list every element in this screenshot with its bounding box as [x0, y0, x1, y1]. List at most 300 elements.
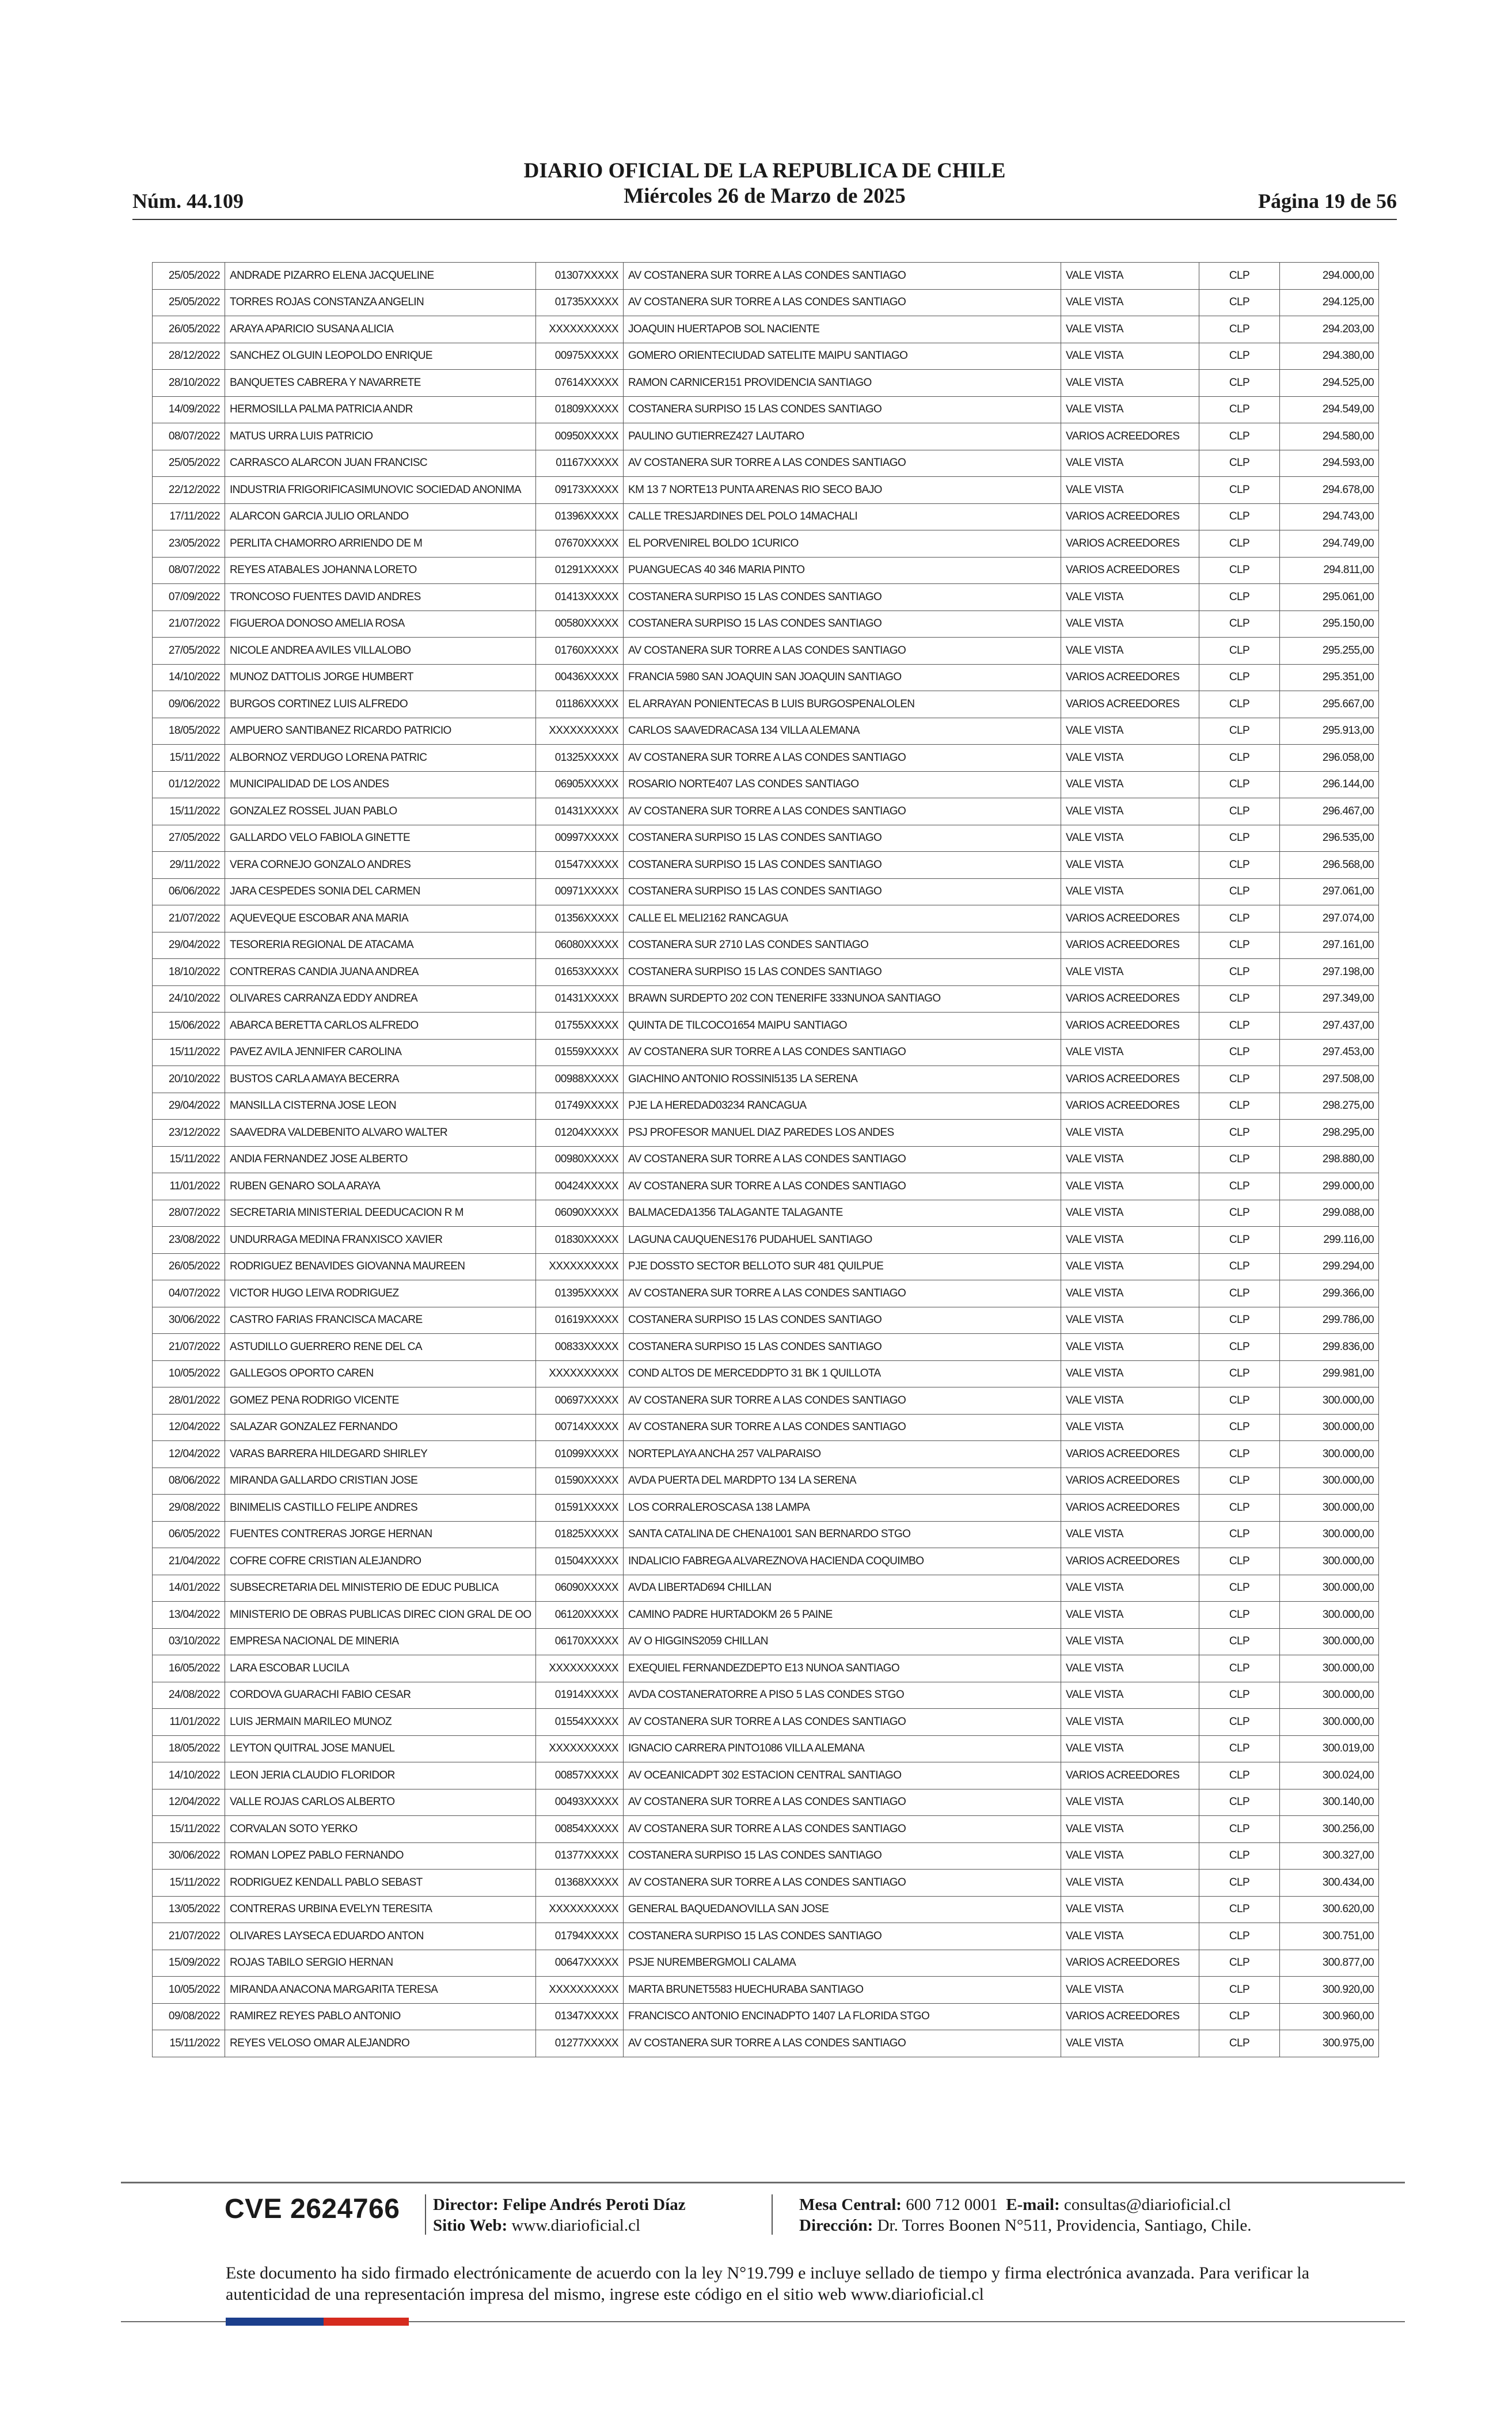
- row-document-type: VALE VISTA: [1061, 343, 1199, 370]
- row-document-type: VALE VISTA: [1061, 1334, 1199, 1361]
- row-date: 15/11/2022: [153, 1039, 225, 1066]
- row-address: AV COSTANERA SUR TORRE A LAS CONDES SANTIAGO: [624, 2030, 1061, 2057]
- row-rut: XXXXXXXXXX: [536, 1360, 624, 1387]
- row-document-type: VALE VISTA: [1061, 1896, 1199, 1923]
- row-amount: 296.058,00: [1280, 745, 1379, 772]
- row-date: 15/09/2022: [153, 1950, 225, 1977]
- row-currency: CLP: [1199, 1280, 1280, 1307]
- row-document-type: VALE VISTA: [1061, 1923, 1199, 1950]
- row-document-type: VALE VISTA: [1061, 584, 1199, 611]
- row-currency: CLP: [1199, 664, 1280, 691]
- row-address: KM 13 7 NORTE13 PUNTA ARENAS RIO SECO BAJO: [624, 477, 1061, 504]
- row-amount: 300.000,00: [1280, 1414, 1379, 1441]
- row-name: LARA ESCOBAR LUCILA: [225, 1655, 536, 1682]
- row-amount: 294.580,00: [1280, 423, 1379, 450]
- table-row: [153, 1120, 1379, 1147]
- table-row: [153, 1735, 1379, 1762]
- table-row: [153, 316, 1379, 343]
- row-amount: 299.116,00: [1280, 1227, 1379, 1254]
- row-address: CALLE EL MELI2162 RANCAGUA: [624, 905, 1061, 932]
- row-document-type: VARIOS ACREEDORES: [1061, 1950, 1199, 1977]
- table-row: [153, 1039, 1379, 1066]
- table-row: [153, 1655, 1379, 1682]
- row-rut: 01554XXXXX: [536, 1709, 624, 1736]
- row-name: REYES ATABALES JOHANNA LORETO: [225, 557, 536, 584]
- row-document-type: VARIOS ACREEDORES: [1061, 1495, 1199, 1522]
- row-date: 23/08/2022: [153, 1227, 225, 1254]
- row-date: 23/05/2022: [153, 530, 225, 558]
- flag-stripe-blue: [226, 2318, 324, 2326]
- row-date: 29/08/2022: [153, 1495, 225, 1522]
- row-rut: 01830XXXXX: [536, 1227, 624, 1254]
- row-currency: CLP: [1199, 798, 1280, 825]
- row-address: MARTA BRUNET5583 HUECHURABA SANTIAGO: [624, 1977, 1061, 2004]
- row-name: BINIMELIS CASTILLO FELIPE ANDRES: [225, 1495, 536, 1522]
- row-rut: 01590XXXXX: [536, 1468, 624, 1495]
- row-amount: 300.024,00: [1280, 1762, 1379, 1789]
- row-date: 18/05/2022: [153, 1735, 225, 1762]
- row-document-type: VARIOS ACREEDORES: [1061, 530, 1199, 558]
- row-rut: XXXXXXXXXX: [536, 1896, 624, 1923]
- row-address: EXEQUIEL FERNANDEZDEPTO E13 NUNOA SANTIAGO: [624, 1655, 1061, 1682]
- row-address: AV COSTANERA SUR TORRE A LAS CONDES SANTIAGO: [624, 450, 1061, 477]
- row-name: MIRANDA GALLARDO CRISTIAN JOSE: [225, 1468, 536, 1495]
- row-document-type: VALE VISTA: [1061, 1120, 1199, 1147]
- row-amount: 294.593,00: [1280, 450, 1379, 477]
- row-address: EL PORVENIREL BOLDO 1CURICO: [624, 530, 1061, 558]
- row-rut: XXXXXXXXXX: [536, 316, 624, 343]
- row-currency: CLP: [1199, 878, 1280, 905]
- table-row: [153, 1816, 1379, 1843]
- table-row: [153, 1842, 1379, 1870]
- footer-separator: [425, 2194, 426, 2235]
- row-name: TRONCOSO FUENTES DAVID ANDRES: [225, 584, 536, 611]
- row-currency: CLP: [1199, 503, 1280, 530]
- row-date: 14/09/2022: [153, 396, 225, 423]
- row-name: AQUEVEQUE ESCOBAR ANA MARIA: [225, 905, 536, 932]
- row-rut: 00988XXXXX: [536, 1066, 624, 1093]
- row-name: VALLE ROJAS CARLOS ALBERTO: [225, 1789, 536, 1816]
- row-document-type: VALE VISTA: [1061, 1521, 1199, 1548]
- row-name: MUNICIPALIDAD DE LOS ANDES: [225, 771, 536, 798]
- row-amount: 295.150,00: [1280, 611, 1379, 638]
- row-address: AV OCEANICADPT 302 ESTACION CENTRAL SANTIAGO: [624, 1762, 1061, 1789]
- row-currency: CLP: [1199, 611, 1280, 638]
- table-row: [153, 289, 1379, 316]
- table-row: [153, 477, 1379, 504]
- row-currency: CLP: [1199, 1923, 1280, 1950]
- table-row: [153, 1762, 1379, 1789]
- row-currency: CLP: [1199, 1441, 1280, 1468]
- row-name: GALLARDO VELO FABIOLA GINETTE: [225, 825, 536, 852]
- row-name: SAAVEDRA VALDEBENITO ALVARO WALTER: [225, 1120, 536, 1147]
- row-document-type: VARIOS ACREEDORES: [1061, 932, 1199, 959]
- table-row: [153, 718, 1379, 745]
- row-currency: CLP: [1199, 905, 1280, 932]
- row-amount: 300.327,00: [1280, 1842, 1379, 1870]
- row-rut: XXXXXXXXXX: [536, 1735, 624, 1762]
- row-document-type: VALE VISTA: [1061, 1870, 1199, 1897]
- table-row: [153, 1468, 1379, 1495]
- row-rut: 00714XXXXX: [536, 1414, 624, 1441]
- row-document-type: VALE VISTA: [1061, 1200, 1199, 1227]
- row-currency: CLP: [1199, 1200, 1280, 1227]
- row-name: CONTRERAS CANDIA JUANA ANDREA: [225, 959, 536, 986]
- email-label: E-mail:: [1006, 2196, 1060, 2214]
- footer-divider-top: [121, 2182, 1405, 2183]
- row-rut: 01653XXXXX: [536, 959, 624, 986]
- row-document-type: VALE VISTA: [1061, 1280, 1199, 1307]
- table-row: [153, 852, 1379, 879]
- row-currency: CLP: [1199, 263, 1280, 290]
- row-rut: 01504XXXXX: [536, 1548, 624, 1575]
- row-date: 23/12/2022: [153, 1120, 225, 1147]
- row-date: 12/04/2022: [153, 1441, 225, 1468]
- row-address: AVDA PUERTA DEL MARDPTO 134 LA SERENA: [624, 1468, 1061, 1495]
- row-currency: CLP: [1199, 1013, 1280, 1040]
- row-rut: 01396XXXXX: [536, 503, 624, 530]
- row-amount: 298.880,00: [1280, 1146, 1379, 1173]
- row-amount: 300.019,00: [1280, 1735, 1379, 1762]
- row-date: 25/05/2022: [153, 263, 225, 290]
- row-document-type: VARIOS ACREEDORES: [1061, 905, 1199, 932]
- row-date: 06/05/2022: [153, 1521, 225, 1548]
- row-rut: 01619XXXXX: [536, 1307, 624, 1334]
- cve-code: CVE 2624766: [225, 2194, 400, 2224]
- row-date: 18/05/2022: [153, 718, 225, 745]
- mesa-phone: 600 712 0001: [906, 2196, 998, 2214]
- row-address: IGNACIO CARRERA PINTO1086 VILLA ALEMANA: [624, 1735, 1061, 1762]
- row-address: PSJE NUREMBERGMOLI CALAMA: [624, 1950, 1061, 1977]
- row-date: 13/05/2022: [153, 1896, 225, 1923]
- row-amount: 294.380,00: [1280, 343, 1379, 370]
- row-document-type: VALE VISTA: [1061, 1655, 1199, 1682]
- row-document-type: VALE VISTA: [1061, 852, 1199, 879]
- row-address: COSTANERA SURPISO 15 LAS CONDES SANTIAGO: [624, 1334, 1061, 1361]
- row-rut: 07614XXXXX: [536, 370, 624, 397]
- row-amount: 300.920,00: [1280, 1977, 1379, 2004]
- row-document-type: VALE VISTA: [1061, 1842, 1199, 1870]
- row-currency: CLP: [1199, 1039, 1280, 1066]
- row-rut: 00971XXXXX: [536, 878, 624, 905]
- row-rut: 01825XXXXX: [536, 1521, 624, 1548]
- row-rut: 00580XXXXX: [536, 611, 624, 638]
- row-date: 27/05/2022: [153, 825, 225, 852]
- row-date: 08/07/2022: [153, 557, 225, 584]
- row-rut: XXXXXXXXXX: [536, 1655, 624, 1682]
- table-row: [153, 1227, 1379, 1254]
- row-amount: 300.000,00: [1280, 1628, 1379, 1655]
- row-currency: CLP: [1199, 1334, 1280, 1361]
- row-rut: 06090XXXXX: [536, 1200, 624, 1227]
- row-document-type: VARIOS ACREEDORES: [1061, 1013, 1199, 1040]
- row-amount: 300.877,00: [1280, 1950, 1379, 1977]
- row-rut: 01591XXXXX: [536, 1495, 624, 1522]
- row-document-type: VALE VISTA: [1061, 638, 1199, 665]
- table-row: [153, 503, 1379, 530]
- row-date: 30/06/2022: [153, 1307, 225, 1334]
- row-date: 27/05/2022: [153, 638, 225, 665]
- row-address: PAULINO GUTIERREZ427 LAUTARO: [624, 423, 1061, 450]
- row-document-type: VALE VISTA: [1061, 1227, 1199, 1254]
- row-document-type: VALE VISTA: [1061, 396, 1199, 423]
- row-date: 06/06/2022: [153, 878, 225, 905]
- row-date: 25/05/2022: [153, 289, 225, 316]
- row-date: 13/04/2022: [153, 1602, 225, 1629]
- row-currency: CLP: [1199, 1227, 1280, 1254]
- footer-director-block: [433, 2194, 686, 2236]
- row-amount: 296.535,00: [1280, 825, 1379, 852]
- table-row: [153, 396, 1379, 423]
- row-name: CORVALAN SOTO YERKO: [225, 1816, 536, 1843]
- row-name: MINISTERIO DE OBRAS PUBLICAS DIREC CION GRAL DE OO: [225, 1602, 536, 1629]
- site-link[interactable]: www.diarioficial.cl: [511, 2216, 641, 2235]
- page-header: [132, 158, 1397, 213]
- table-row: [153, 1441, 1379, 1468]
- row-name: FIGUEROA DONOSO AMELIA ROSA: [225, 611, 536, 638]
- row-currency: CLP: [1199, 1521, 1280, 1548]
- row-currency: CLP: [1199, 638, 1280, 665]
- row-rut: 01413XXXXX: [536, 584, 624, 611]
- row-name: ALARCON GARCIA JULIO ORLANDO: [225, 503, 536, 530]
- email-link[interactable]: consultas@diarioficial.cl: [1063, 2196, 1231, 2214]
- row-rut: 01749XXXXX: [536, 1093, 624, 1120]
- row-name: VARAS BARRERA HILDEGARD SHIRLEY: [225, 1441, 536, 1468]
- table-row: [153, 1200, 1379, 1227]
- row-rut: 00854XXXXX: [536, 1816, 624, 1843]
- row-amount: 300.000,00: [1280, 1682, 1379, 1709]
- row-name: AMPUERO SANTIBANEZ RICARDO PATRICIO: [225, 718, 536, 745]
- row-date: 25/05/2022: [153, 450, 225, 477]
- row-name: TORRES ROJAS CONSTANZA ANGELIN: [225, 289, 536, 316]
- table-row: [153, 1548, 1379, 1575]
- row-address: AV O HIGGINS2059 CHILLAN: [624, 1628, 1061, 1655]
- row-date: 08/07/2022: [153, 423, 225, 450]
- row-address: COSTANERA SURPISO 15 LAS CONDES SANTIAGO: [624, 878, 1061, 905]
- row-name: GALLEGOS OPORTO CAREN: [225, 1360, 536, 1387]
- row-document-type: VALE VISTA: [1061, 1360, 1199, 1387]
- table-row: [153, 1977, 1379, 2004]
- row-amount: 296.568,00: [1280, 852, 1379, 879]
- row-currency: CLP: [1199, 825, 1280, 852]
- row-address: FRANCISCO ANTONIO ENCINADPTO 1407 LA FLORIDA STGO: [624, 2003, 1061, 2030]
- row-amount: 300.000,00: [1280, 1441, 1379, 1468]
- row-date: 28/10/2022: [153, 370, 225, 397]
- row-rut: 01431XXXXX: [536, 985, 624, 1013]
- row-name: VICTOR HUGO LEIVA RODRIGUEZ: [225, 1280, 536, 1307]
- row-date: 21/07/2022: [153, 1334, 225, 1361]
- row-name: GONZALEZ ROSSEL JUAN PABLO: [225, 798, 536, 825]
- row-address: PUANGUECAS 40 346 MARIA PINTO: [624, 557, 1061, 584]
- mesa-label: Mesa Central:: [799, 2196, 902, 2214]
- table-row: [153, 664, 1379, 691]
- row-amount: 300.000,00: [1280, 1575, 1379, 1602]
- row-currency: CLP: [1199, 557, 1280, 584]
- table-row: [153, 959, 1379, 986]
- row-date: 24/10/2022: [153, 985, 225, 1013]
- row-amount: 300.434,00: [1280, 1870, 1379, 1897]
- row-rut: 01559XXXXX: [536, 1039, 624, 1066]
- table-row: [153, 1173, 1379, 1200]
- row-rut: 00833XXXXX: [536, 1334, 624, 1361]
- row-date: 14/01/2022: [153, 1575, 225, 1602]
- row-currency: CLP: [1199, 1655, 1280, 1682]
- row-amount: 300.000,00: [1280, 1655, 1379, 1682]
- row-date: 10/05/2022: [153, 1977, 225, 2004]
- row-currency: CLP: [1199, 1682, 1280, 1709]
- table-row: [153, 1414, 1379, 1441]
- table-row: [153, 2030, 1379, 2057]
- row-address: COSTANERA SURPISO 15 LAS CONDES SANTIAGO: [624, 825, 1061, 852]
- row-document-type: VALE VISTA: [1061, 1709, 1199, 1736]
- row-name: VERA CORNEJO GONZALO ANDRES: [225, 852, 536, 879]
- row-currency: CLP: [1199, 1387, 1280, 1415]
- row-document-type: VALE VISTA: [1061, 878, 1199, 905]
- row-name: LUIS JERMAIN MARILEO MUNOZ: [225, 1709, 536, 1736]
- row-currency: CLP: [1199, 1735, 1280, 1762]
- row-name: ALBORNOZ VERDUGO LORENA PATRIC: [225, 745, 536, 772]
- row-date: 14/10/2022: [153, 1762, 225, 1789]
- row-date: 12/04/2022: [153, 1789, 225, 1816]
- row-date: 21/07/2022: [153, 1923, 225, 1950]
- row-address: PJE DOSSTO SECTOR BELLOTO SUR 481 QUILPUE: [624, 1253, 1061, 1280]
- row-rut: 09173XXXXX: [536, 477, 624, 504]
- row-document-type: VARIOS ACREEDORES: [1061, 664, 1199, 691]
- row-date: 26/05/2022: [153, 316, 225, 343]
- row-address: SANTA CATALINA DE CHENA1001 SAN BERNARDO STGO: [624, 1521, 1061, 1548]
- row-rut: XXXXXXXXXX: [536, 1977, 624, 2004]
- row-document-type: VALE VISTA: [1061, 745, 1199, 772]
- row-address: CALLE TRESJARDINES DEL POLO 14MACHALI: [624, 503, 1061, 530]
- row-currency: CLP: [1199, 1842, 1280, 1870]
- table-row: [153, 557, 1379, 584]
- row-currency: CLP: [1199, 1495, 1280, 1522]
- row-name: ASTUDILLO GUERRERO RENE DEL CA: [225, 1334, 536, 1361]
- row-address: AV COSTANERA SUR TORRE A LAS CONDES SANTIAGO: [624, 1039, 1061, 1066]
- row-address: COSTANERA SUR 2710 LAS CONDES SANTIAGO: [624, 932, 1061, 959]
- row-amount: 300.751,00: [1280, 1923, 1379, 1950]
- row-currency: CLP: [1199, 691, 1280, 718]
- row-amount: 297.198,00: [1280, 959, 1379, 986]
- table-row: [153, 1066, 1379, 1093]
- header-divider: [132, 219, 1397, 220]
- row-rut: 00950XXXXX: [536, 423, 624, 450]
- row-date: 04/07/2022: [153, 1280, 225, 1307]
- table-row: [153, 1146, 1379, 1173]
- row-address: AV COSTANERA SUR TORRE A LAS CONDES SANTIAGO: [624, 798, 1061, 825]
- row-currency: CLP: [1199, 1602, 1280, 1629]
- publication-title: DIARIO OFICIAL DE LA REPUBLICA DE CHILE: [523, 159, 1006, 183]
- table-row: [153, 1387, 1379, 1415]
- table-row: [153, 370, 1379, 397]
- row-currency: CLP: [1199, 1870, 1280, 1897]
- row-amount: 298.275,00: [1280, 1093, 1379, 1120]
- row-address: COSTANERA SURPISO 15 LAS CONDES SANTIAGO: [624, 1842, 1061, 1870]
- row-document-type: VALE VISTA: [1061, 370, 1199, 397]
- row-document-type: VARIOS ACREEDORES: [1061, 2003, 1199, 2030]
- row-amount: 297.161,00: [1280, 932, 1379, 959]
- row-amount: 297.453,00: [1280, 1039, 1379, 1066]
- row-rut: 00647XXXXX: [536, 1950, 624, 1977]
- row-document-type: VALE VISTA: [1061, 611, 1199, 638]
- row-name: ROJAS TABILO SERGIO HERNAN: [225, 1950, 536, 1977]
- row-currency: CLP: [1199, 477, 1280, 504]
- row-amount: 296.467,00: [1280, 798, 1379, 825]
- row-currency: CLP: [1199, 1896, 1280, 1923]
- row-address: GIACHINO ANTONIO ROSSINI5135 LA SERENA: [624, 1066, 1061, 1093]
- row-document-type: VALE VISTA: [1061, 825, 1199, 852]
- row-address: AV COSTANERA SUR TORRE A LAS CONDES SANTIAGO: [624, 263, 1061, 290]
- row-name: REYES VELOSO OMAR ALEJANDRO: [225, 2030, 536, 2057]
- row-currency: CLP: [1199, 745, 1280, 772]
- row-address: COSTANERA SURPISO 15 LAS CONDES SANTIAGO: [624, 852, 1061, 879]
- row-address: CARLOS SAAVEDRACASA 134 VILLA ALEMANA: [624, 718, 1061, 745]
- table-row: [153, 745, 1379, 772]
- row-rut: 01377XXXXX: [536, 1842, 624, 1870]
- row-amount: 295.667,00: [1280, 691, 1379, 718]
- row-currency: CLP: [1199, 1709, 1280, 1736]
- row-date: 09/08/2022: [153, 2003, 225, 2030]
- row-document-type: VALE VISTA: [1061, 1628, 1199, 1655]
- table-row: [153, 1334, 1379, 1361]
- table-row: [153, 771, 1379, 798]
- row-currency: CLP: [1199, 343, 1280, 370]
- row-name: COFRE COFRE CRISTIAN ALEJANDRO: [225, 1548, 536, 1575]
- row-document-type: VARIOS ACREEDORES: [1061, 1468, 1199, 1495]
- row-name: ARAYA APARICIO SUSANA ALICIA: [225, 316, 536, 343]
- row-document-type: VALE VISTA: [1061, 1602, 1199, 1629]
- footer-legal-note: Este documento ha sido firmado electrónicamente de acuerdo con la ley N°19.799 e incluye sellado de tiempo y firma electrónica avanzada. Para verificar la autenticidad de una representación impresa del mismo, ingrese este código en el sitio web www.diarioficial.cl: [226, 2263, 1310, 2304]
- table-row: [153, 1575, 1379, 1602]
- row-rut: 00857XXXXX: [536, 1762, 624, 1789]
- table-row: [153, 1950, 1379, 1977]
- table-row: [153, 1709, 1379, 1736]
- row-rut: 06905XXXXX: [536, 771, 624, 798]
- row-currency: CLP: [1199, 1950, 1280, 1977]
- row-amount: 300.000,00: [1280, 1709, 1379, 1736]
- row-currency: CLP: [1199, 450, 1280, 477]
- table-row: [153, 1013, 1379, 1040]
- row-date: 15/11/2022: [153, 1816, 225, 1843]
- row-amount: 300.140,00: [1280, 1789, 1379, 1816]
- row-name: SALAZAR GONZALEZ FERNANDO: [225, 1414, 536, 1441]
- row-amount: 300.000,00: [1280, 1468, 1379, 1495]
- row-rut: 06120XXXXX: [536, 1602, 624, 1629]
- row-currency: CLP: [1199, 1146, 1280, 1173]
- row-date: 20/10/2022: [153, 1066, 225, 1093]
- row-address: AV COSTANERA SUR TORRE A LAS CONDES SANTIAGO: [624, 1789, 1061, 1816]
- table-row: [153, 1360, 1379, 1387]
- row-currency: CLP: [1199, 771, 1280, 798]
- row-currency: CLP: [1199, 1307, 1280, 1334]
- row-currency: CLP: [1199, 289, 1280, 316]
- row-document-type: VARIOS ACREEDORES: [1061, 1066, 1199, 1093]
- row-date: 11/01/2022: [153, 1709, 225, 1736]
- row-date: 07/09/2022: [153, 584, 225, 611]
- row-name: SUBSECRETARIA DEL MINISTERIO DE EDUC PUBLICA: [225, 1575, 536, 1602]
- row-address: GOMERO ORIENTECIUDAD SATELITE MAIPU SANTIAGO: [624, 343, 1061, 370]
- row-currency: CLP: [1199, 959, 1280, 986]
- row-amount: 300.960,00: [1280, 2003, 1379, 2030]
- row-date: 21/07/2022: [153, 905, 225, 932]
- row-date: 24/08/2022: [153, 1682, 225, 1709]
- row-document-type: VARIOS ACREEDORES: [1061, 691, 1199, 718]
- row-document-type: VALE VISTA: [1061, 1146, 1199, 1173]
- row-amount: 295.351,00: [1280, 664, 1379, 691]
- row-date: 15/11/2022: [153, 798, 225, 825]
- site-label: Sitio Web:: [433, 2216, 508, 2235]
- row-amount: 300.620,00: [1280, 1896, 1379, 1923]
